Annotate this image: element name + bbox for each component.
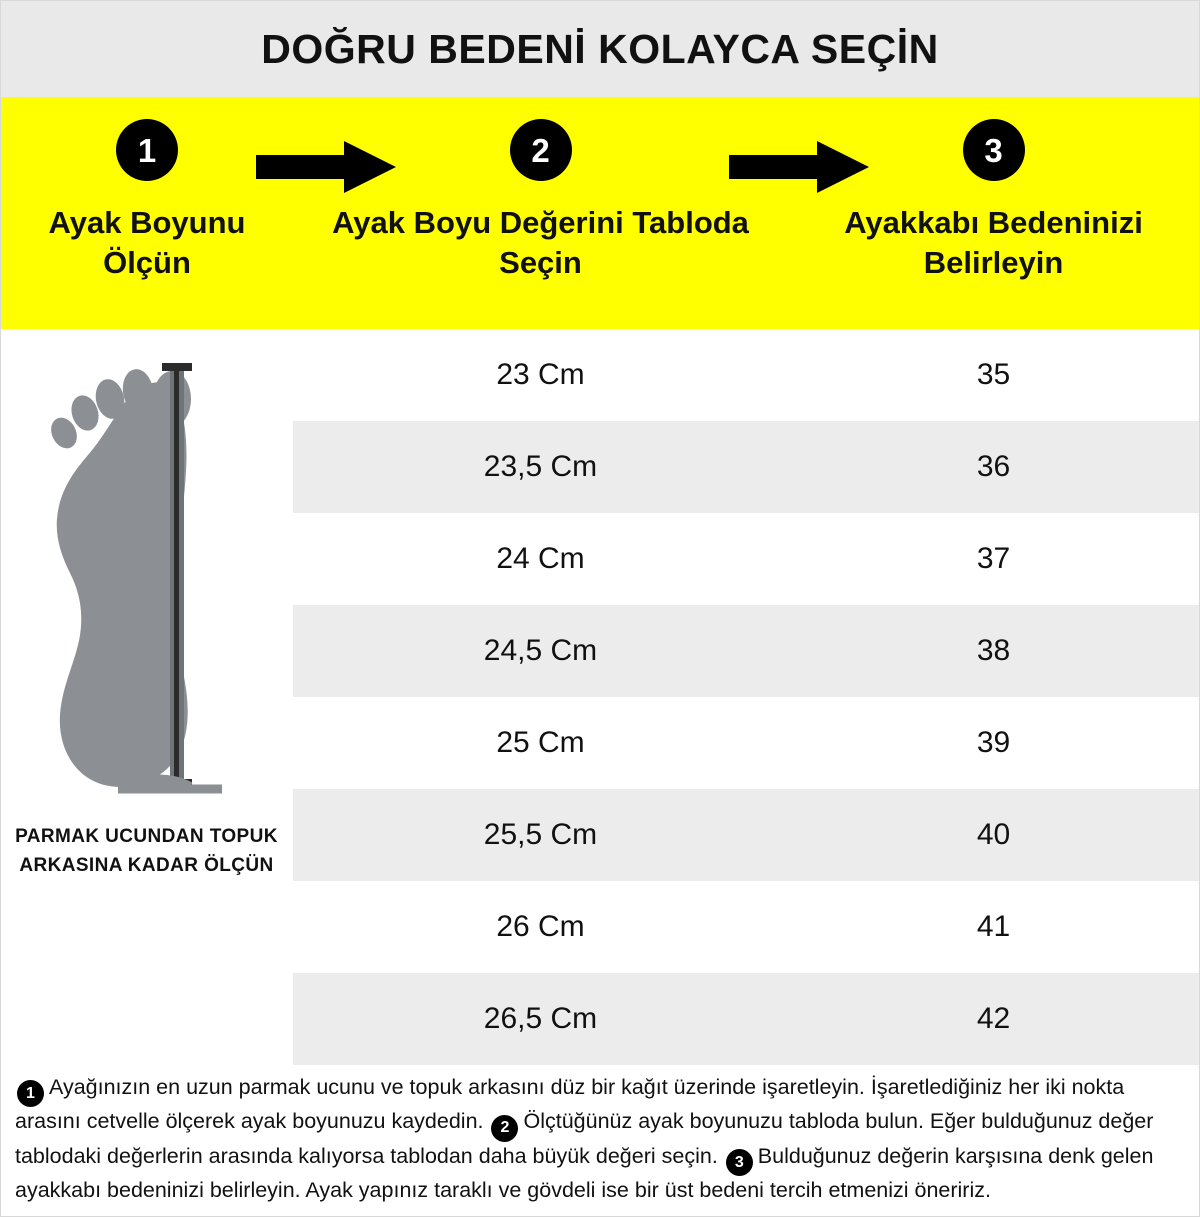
cell-foot-length: 23 Cm: [496, 357, 585, 391]
foot-caption: PARMAK UCUNDAN TOPUK ARKASINA KADAR ÖLÇÜN: [15, 826, 278, 876]
cell-shoe-size: 37: [976, 541, 1011, 575]
step-1: [1, 97, 293, 329]
foot-icon: [22, 347, 272, 817]
cell-shoe-size: 38: [976, 633, 1011, 667]
table-row: [293, 697, 1199, 789]
header: [1, 1, 1199, 97]
step-1-badge: 1: [116, 119, 178, 181]
page-title: DOĞRU BEDENİ KOLAYCA SEÇİN: [261, 25, 939, 72]
table-row: [293, 789, 1199, 881]
cell-foot-length: 25 Cm: [496, 725, 585, 759]
cell-shoe-size: 36: [976, 449, 1011, 483]
step-3: [788, 97, 1199, 329]
cell-shoe-size: 35: [976, 357, 1011, 391]
note-1-badge: 1: [17, 1080, 44, 1107]
cell-shoe-size: 41: [976, 909, 1011, 943]
cell-foot-length: 23,5 Cm: [483, 449, 598, 483]
instructions: [1, 1065, 1199, 1216]
step-3-label: Ayakkabı Bedeninizi Belirleyin: [844, 205, 1143, 280]
steps-band: [1, 97, 1199, 329]
step-2-label: Ayak Boyu Değerini Tabloda Seçin: [332, 205, 749, 280]
arrow-right-icon: [256, 139, 396, 195]
table-row: [293, 421, 1199, 513]
step-3-badge: 3: [963, 119, 1025, 181]
cell-foot-length: 26,5 Cm: [483, 1001, 598, 1035]
cell-foot-length: 25,5 Cm: [483, 817, 598, 851]
note-2-badge: 2: [491, 1115, 518, 1142]
cell-foot-length: 24 Cm: [496, 541, 585, 575]
step-2: [293, 97, 788, 329]
arrow-right-icon: [729, 139, 869, 195]
step-2-badge: 2: [510, 119, 572, 181]
cell-foot-length: 24,5 Cm: [483, 633, 598, 667]
table-row: [293, 881, 1199, 973]
note-1-text: Ayağınızın en uzun parmak ucunu ve topuk arkasını düz bir kağıt üzerinde işaretleyin. İşaretlediğiniz her iki nokta arasını cetvelle ölçerek ayak boyunuzu kaydedin.: [15, 1074, 1125, 1134]
note-3-badge: 3: [726, 1149, 753, 1176]
foot-measure-figure: [1, 329, 293, 1065]
table-row: [293, 329, 1199, 421]
table-row: [293, 513, 1199, 605]
note-2-text: Ölçtüğünüz ayak boyunuzu tabloda bulun. Eğer bulduğunuz değer tablodaki değerlerin arasında kalıyorsa tablodan daha büyük değeri seçin.: [15, 1109, 1154, 1168]
cell-shoe-size: 42: [976, 1001, 1011, 1035]
foot-illustration: [22, 347, 272, 817]
table-row: [293, 605, 1199, 697]
size-table: [293, 329, 1199, 1065]
step-1-label: Ayak Boyunu Ölçün: [48, 205, 246, 280]
cell-foot-length: 26 Cm: [496, 909, 585, 943]
cell-shoe-size: 39: [976, 725, 1011, 759]
content-area: [1, 329, 1199, 1065]
table-row: [293, 973, 1199, 1065]
note-3-text: Bulduğunuz değerin karşısına denk gelen ayakkabı bedeninizi belirleyin. Ayak yapınız taraklı ve gövdeli ise bir üst bedeni tercih etmenizi öneririz.: [15, 1143, 1154, 1203]
cell-shoe-size: 40: [976, 817, 1011, 851]
